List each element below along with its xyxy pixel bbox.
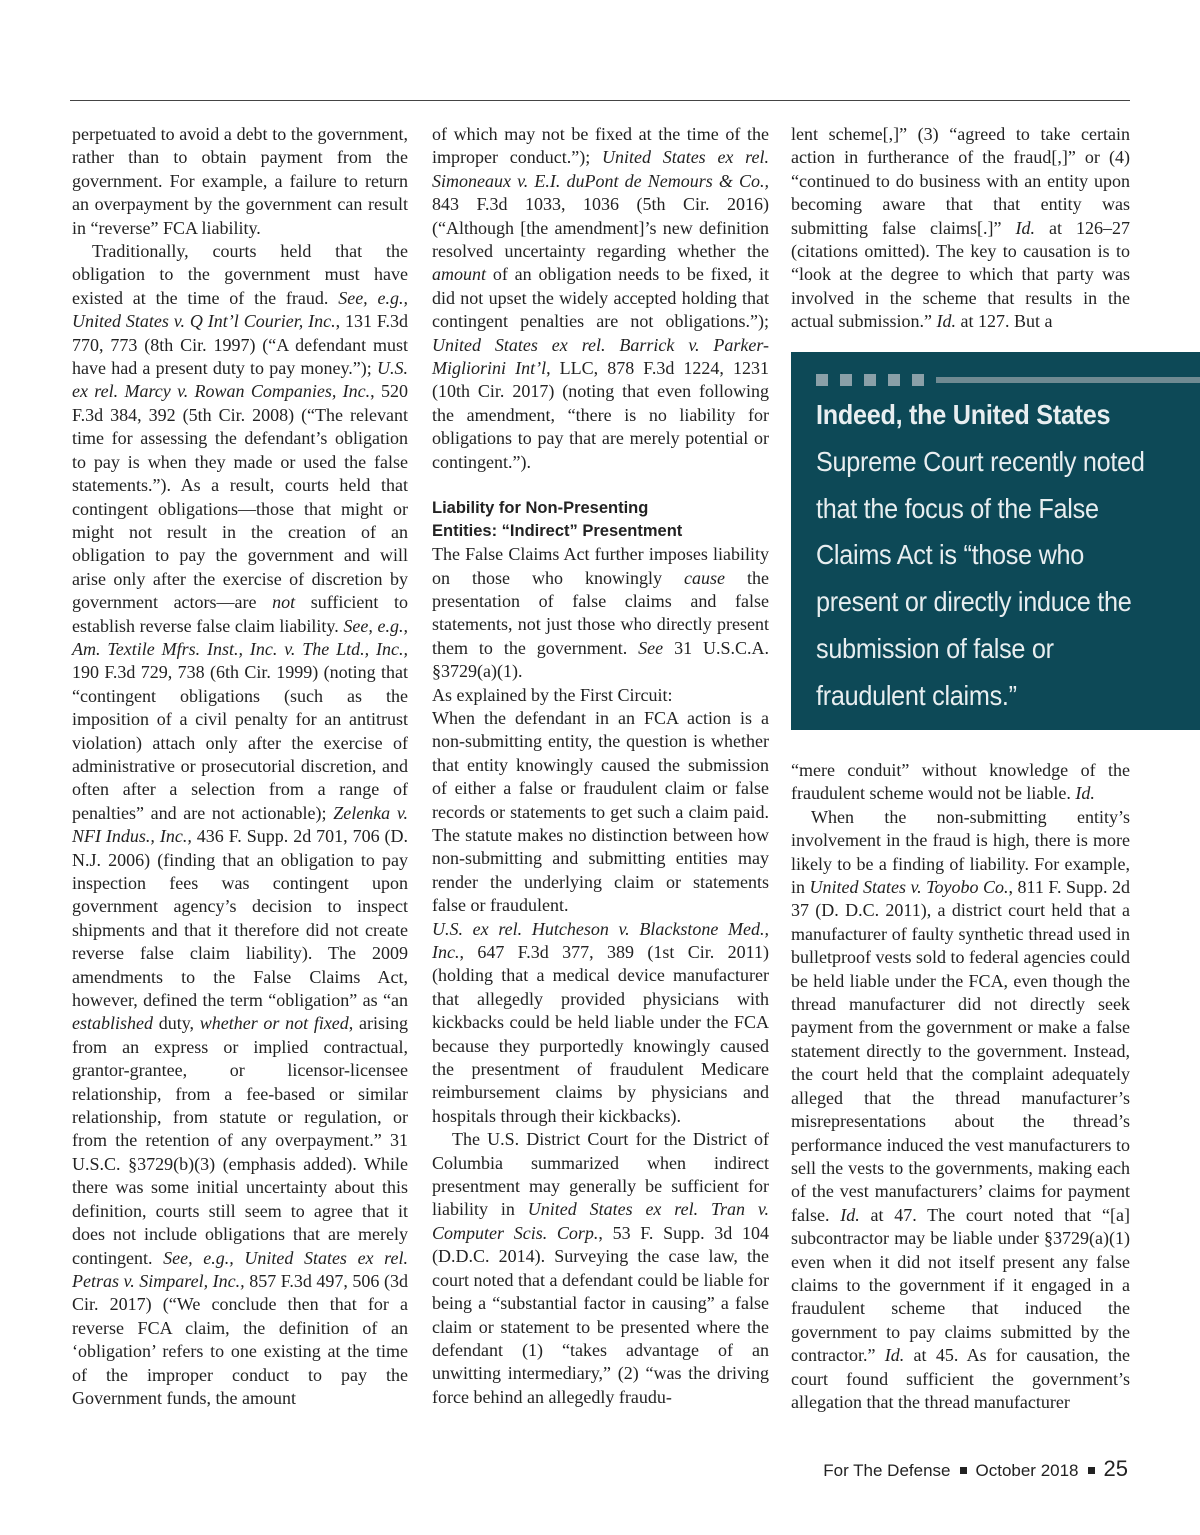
pull-quote-decoration [816, 374, 1180, 386]
col1-paragraph-1: perpetuated to avoid a debt to the government, rather than to obtain payment from the government. For example, a failure to return an overpayment by the government can result in “reverse” FCA liability. [72, 124, 408, 238]
col3-paragraph-3: When the non-submitting entity’s involvement in the fraud is high, there is more likely to be a finding of liability. For example, in United States v. Toyobo Co., 811 F. Supp. 2d 37 (D. D.C. 2011), a district court held that a manufacturer of faulty synthetic thread used in bulletproof vests sold to federal agencies could be held liable under the FCA, even though the thread manufacturer did not directly seek payment from the government or make a false statement directly to the government. Instead, the court held that the complaint adequately alleged that the thread manufacturer’s misrepresentations about the thread’s performance induced the vest manufacturers to sell the vests to the governments, making each of the vest manufacturers’ claims for payment false. Id. at 47. The court noted that “[a] subcontractor may be liable under §3729(a)(1) even when it did not itself present any false claims to the government if it engaged in a fraudulent scheme that induced the government to pay claims submitted by the contractor.” Id. at 45. As for causation, the court found sufficient the government’s allegation that the thread manufacturer [791, 806, 1130, 1412]
pull-quote-rest: Supreme Court recently noted that the focus of the False Claims Act is “those who present or directly induce the submission of false or fraudulent claims.” [816, 445, 1145, 711]
col2-paragraph-4: The U.S. District Court for the District of Columbia summarized when indirect presentment may generally be sufficient for liability in United States ex rel. Tran v. Computer Scis. Corp., 53 F. Supp. 3d 104 (D.D.C. 2014). Surveying the case law, the court noted that a defendant could be liable for being a “substantial factor in causing” a false claim or statement to be presented where the defendant (1) “takes advantage of an unwitting intermediary,” (2) “was the driving force behind an allegedly fraudu- [432, 1129, 770, 1407]
column-1 [72, 123, 408, 1410]
pull-quote-lead: Indeed, the United States [816, 399, 1111, 430]
col2-paragraph-1: of which may not be fixed at the time of the improper conduct.”); United States ex rel. Simoneaux v. E.I. duPont de Nemours & Co., 843 F.3d 1033, 1036 (5th Cir. 2016) (“Although [the amendment]’s new definition resolved uncertainty regarding whether the amount of an obligation needs to be fixed, it did not upset the widely accepted holding that contingent penalties are not obligations.”); United States ex rel. Barrick v. Parker-Migliorini Int’l, LLC, 878 F.3d 1224, 1231 (10th Cir. 2017) (noting that even following the amendment, “there is no liability for obligations to pay that are merely potential or contingent.”). [432, 124, 769, 472]
page-footer [823, 1456, 1128, 1482]
quote-intro: As explained by the First Circuit: [432, 684, 673, 705]
footer-publication: For The Defense [823, 1461, 951, 1480]
section-heading-line-1: Liability for Non-Presenting [432, 499, 649, 518]
column-2 [432, 123, 769, 1409]
page-number: 25 [1103, 1456, 1128, 1481]
footer-separator [1088, 1467, 1095, 1474]
block-quote: When the defendant in an FCA action is a non-submitting entity, the question is whether that entity knowingly caused the submission of either a false or fraudulent claim or false records or statements to get such a claim paid. The statute makes no distinction between how non-submitting and submitting entities may render the underlying claim or statements false or fraudulent. [432, 707, 769, 916]
col1-paragraph-2: Traditionally, courts held that the obligation to the government must have existed at the time of the fraud. See, e.g., United States v. Q Int’l Courier, Inc., 131 F.3d 770, 773 (8th Cir. 1997) (“A defendant must have had a present duty to pay money.”); U.S. ex rel. Marcy v. Rowan Companies, Inc., 520 F.3d 384, 392 (5th Cir. 2008) (“The relevant time for assessing the defendant’s obligation to pay is when they made or used the false statements.”). As a result, courts held that contingent obligations—those that might or might not result in the creation of an obligation to pay the government and will arise only after the exercise of discretion by government actors—are not sufficient to establish reverse false claim liability. See, e.g., Am. Textile Mfrs. Inst., Inc. v. The Ltd., Inc., 190 F.3d 729, 738 (6th Cir. 1999) (noting that “contingent obligations (such as the imposition of a civil penalty for an antitrust violation) attach only after the exercise of administrative or prosecutorial discretion, and often after a selection from a range of penalties” and are not actionable); Zelenka v. NFI Indus., Inc., 436 F. Supp. 2d 701, 706 (D. N.J. 2006) (finding that an obligation to pay inspection fees was contingent upon government agency’s decision to inspect shipments and that it therefore did not create reverse false claim liability). The 2009 amendments to the False Claims Act, however, defined the term “obligation” as “an established duty, whether or not fixed, arising from an express or implied contractual, grantor-grantee, or licensor-licensee relationship, from a fee-based or similar relationship, from statute or regulation, or from the retention of any overpayment.” 31 U.S.C. §3729(b)(3) (emphasis added). While there was some initial uncertainty about this definition, courts still seem to agree that it does not include obligations that are merely contingent. See, e.g., United States ex rel. Petras v. Simparel, Inc., 857 F.3d 497, 506 (3d Cir. 2017) (“We conclude then that for a reverse FCA claim, the definition of an ‘obligation’ refers to one existing at the time of the improper conduct to pay the Government funds, the amount [72, 241, 409, 1408]
col2-paragraph-3: U.S. ex rel. Hutcheson v. Blackstone Med., Inc., 647 F.3d 377, 389 (1st Cir. 2011) (holding that a medical device manufacturer that allegedly provided physicians with kickbacks could be held liable under the FCA because they purportedly knowingly caused the presentment of fraudulent Medicare reimbursement claims by physicians and hospitals through their kickbacks). [432, 918, 769, 1126]
column-3-bottom [791, 759, 1130, 1414]
col3-paragraph-2: “mere conduit” without knowledge of the fraudulent scheme would not be liable. Id. [791, 760, 1130, 804]
col3-paragraph-1: lent scheme[,]” (3) “agreed to take certain action in furtherance of the fraud[,]” or (4) “continued to do business with an entity upon becoming aware that that entity was submitting false claims[.]” Id. at 126–27 (citations omitted). The key to causation is to “look at the degree to which that party was involved in the scheme that results in the actual submission.” Id. at 127. But a [791, 124, 1130, 332]
footer-separator [960, 1467, 967, 1474]
section-heading-line-2: Entities: “Indirect” Presentment [432, 522, 683, 541]
footer-date: October 2018 [975, 1461, 1079, 1480]
pull-quote-text [816, 392, 1149, 720]
column-3-top [791, 123, 1130, 334]
top-rule [70, 100, 1130, 101]
col2-paragraph-2: The False Claims Act further imposes liability on those who knowingly cause the presentation of false claims and false statements, not just those who directly present them to the government. See 31 U.S.C.A. §3729(a)(1). [432, 544, 769, 682]
pull-quote-box [791, 352, 1200, 730]
section-heading [432, 497, 769, 543]
